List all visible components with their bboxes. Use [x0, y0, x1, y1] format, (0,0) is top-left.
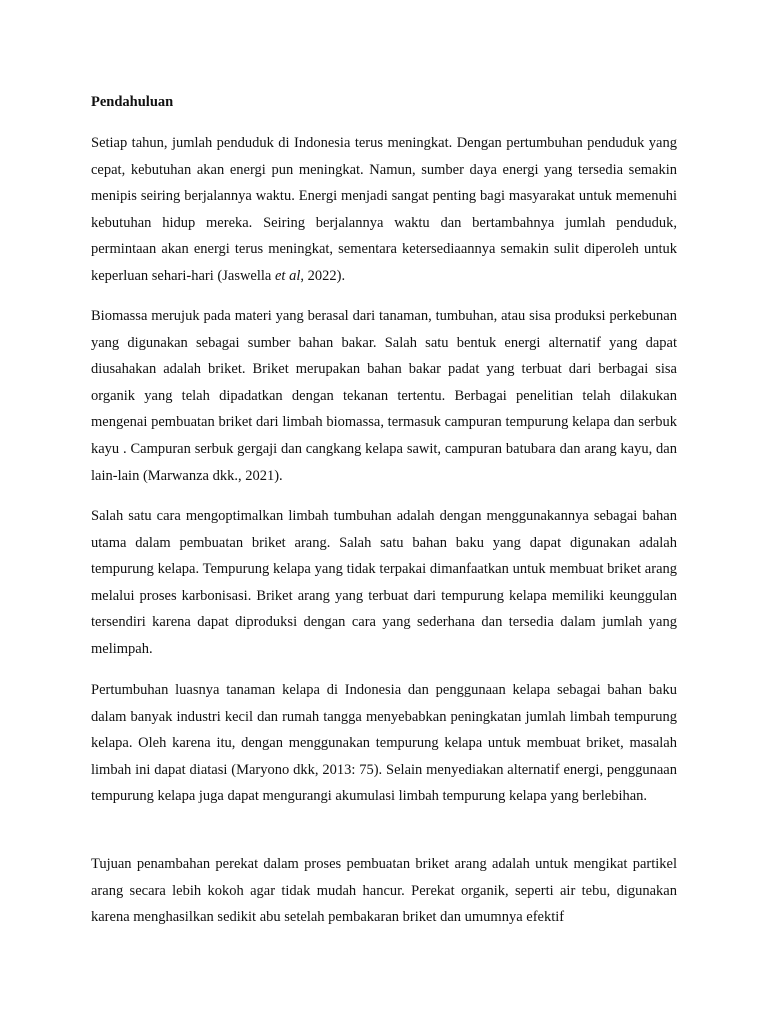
- section-heading: Pendahuluan: [91, 94, 174, 110]
- paragraph-4: Pertumbuhan luasnya tanaman kelapa di Indonesia dan penggunaan kelapa sebagai bahan baku dalam banyak industri kecil dan rumah tangga menyebabkan peningkatan jumlah limbah tempurung kelapa. Oleh karena itu, dengan menggunakan tempurung kelapa untuk membuat briket, masalah limbah ini dapat diatasi (Maryono dkk, 2013: 75). Selain menyediakan alternatif energi, penggunaan tempurung kelapa juga dapat mengurangi akumulasi limbah tempurung kelapa yang berlebihan.: [91, 682, 677, 805]
- paragraph-3: Salah satu cara mengoptimalkan limbah tumbuhan adalah dengan menggunakannya sebagai bahan utama dalam pembuatan briket arang. Salah satu bahan baku yang dapat digunakan adalah tempurung kelapa. Tempurung kelapa yang tidak terpakai dimanfaatkan untuk membuat briket arang melalui proses karbonisasi. Briket arang yang terbuat dari tempurung kelapa memiliki keunggulan tersendiri karena dapat diproduksi dengan cara yang sederhana dan tersedia dalam jumlah yang melimpah.: [91, 508, 677, 657]
- citation-et-al: et al: [274, 267, 301, 284]
- paragraph-5: Tujuan penambahan perekat dalam proses pembuatan briket arang adalah untuk mengikat partikel arang secara lebih kokoh agar tidak mudah hancur. Perekat organik, seperti air tebu, digunakan karena menghasilkan sedikit abu setelah pembakaran briket dan umumnya efektif: [91, 856, 677, 926]
- paragraph-1-text: Setiap tahun, jumlah penduduk di Indonesia terus meningkat. Dengan pertumbuhan penduduk yang cepat, kebutuhan akan energi pun meningkat. Namun, sumber daya energi yang tersedia semakin menipis seiring berjalannya waktu. Energi menjadi sangat penting bagi masyarakat untuk memenuhi kebutuhan hidup mereka. Seiring berjalannya waktu dan bertambahnya jumlah penduduk, permintaan akan energi terus meningkat, sementara ketersediaannya semakin sulit diperoleh untuk keperluan sehari-hari (Jaswella: [91, 135, 677, 284]
- paragraph-1-text-end: , 2022).: [300, 267, 346, 284]
- paragraph-2: Biomassa merujuk pada materi yang berasal dari tanaman, tumbuhan, atau sisa produksi perkebunan yang digunakan sebagai sumber bahan bakar. Salah satu bentuk energi alternatif yang dapat diusahakan adalah briket. Briket merupakan bahan bakar padat yang terbuat dari berbagai sisa organik yang telah dipadatkan dengan tekanan tertentu. Berbagai penelitian telah dilakukan mengenai pembuatan briket dari limbah biomassa, termasuk campuran tempurung kelapa dan serbuk kayu . Campuran serbuk gergaji dan cangkang kelapa sawit, campuran batubara dan arang kayu, dan lain-lain (Marwanza dkk., 2021).: [91, 308, 677, 484]
- paragraph-1: [91, 130, 677, 290]
